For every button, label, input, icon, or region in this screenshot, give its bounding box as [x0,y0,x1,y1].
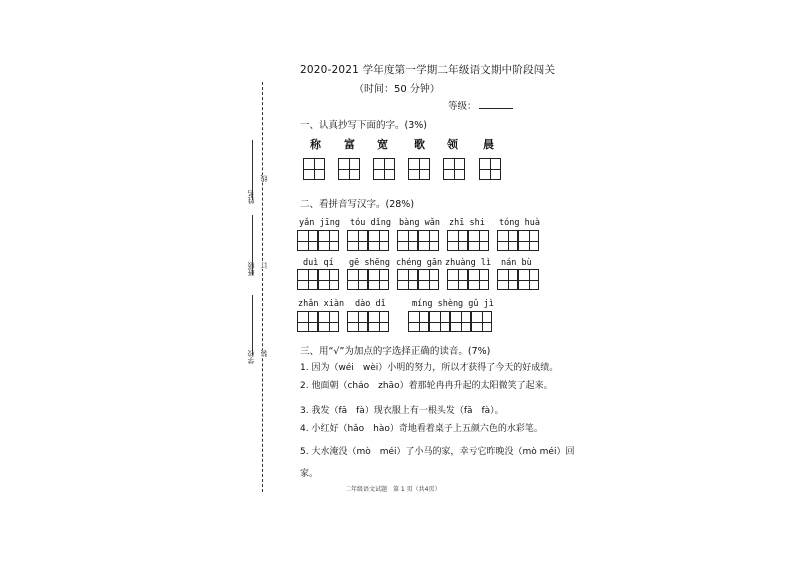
sidebar-school-label: 学校 [247,350,255,364]
answer-box[interactable] [347,269,368,290]
binding-mark-zhuang: 装 [260,350,268,357]
question-3: 3. 我发（fā fà）现衣服上有一根头发（fā fà）。 [300,406,504,416]
school-blank-line[interactable] [252,295,253,355]
answer-box[interactable] [447,230,468,251]
answer-box[interactable] [408,311,429,332]
answer-box[interactable] [297,269,318,290]
copy-char: 歌 [414,138,425,151]
exam-time: （时间：50 分钟） [354,84,440,95]
pinyin-label: tóng huà [499,218,540,228]
pinyin-label: bàng wǎn [399,218,440,228]
answer-box[interactable] [468,269,489,290]
grade-blank[interactable] [479,100,513,109]
pinyin-label: tóu dǐng [350,218,391,228]
question-1: 1. 因为（wéi wèi）小明的努力，所以才获得了今天的好成绩。 [300,363,559,373]
answer-box[interactable] [318,311,339,332]
answer-box[interactable] [397,269,418,290]
answer-box[interactable] [518,230,539,251]
pinyin-label: zhuàng lì [445,258,492,268]
answer-box[interactable] [397,230,418,251]
writing-box[interactable] [408,158,430,180]
writing-box[interactable] [479,158,501,180]
copy-char: 富 [344,138,355,151]
pinyin-label: zhī shi [449,218,485,228]
answer-box[interactable] [318,230,339,251]
sidebar-name-label: 姓名 [247,190,255,204]
answer-box[interactable] [347,230,368,251]
pinyin-label: duì qí [303,258,334,268]
copy-char: 晨 [483,138,494,151]
answer-box[interactable] [497,269,518,290]
answer-box[interactable] [418,269,439,290]
exam-title: 2020-2021 学年度第一学期二年级语文期中阶段闯关 [300,64,556,76]
class-blank-line[interactable] [252,215,253,275]
question-2: 2. 他面朝（cháo zhāo）着那轮冉冉升起的太阳微笑了起来。 [300,381,553,391]
answer-box[interactable] [471,311,492,332]
answer-box[interactable] [297,311,318,332]
answer-box[interactable] [297,230,318,251]
question-5: 5. 大水淹没（mò méi）了小马的家，幸亏它昨晚没（mò méi）回 [300,447,575,457]
question-5-continued: 家。 [300,469,319,479]
section1-heading: 一、认真抄写下面的字。(3%) [300,120,427,131]
copy-char: 宽 [377,138,388,151]
section3-heading: 三、用“√”为加点的字选择正确的读音。(7%) [300,346,491,357]
pinyin-label: gē shēng [349,258,390,268]
answer-box[interactable] [418,230,439,251]
pinyin-label: zhǎn xiàn [298,299,345,309]
answer-box[interactable] [468,230,489,251]
answer-box[interactable] [347,311,368,332]
answer-box[interactable] [368,230,389,251]
answer-box[interactable] [497,230,518,251]
answer-box[interactable] [447,269,468,290]
answer-box[interactable] [368,269,389,290]
pinyin-label: míng shèng gǔ jì [412,299,494,309]
binding-line [262,82,263,492]
pinyin-label: yǎn jīng [299,218,340,228]
pinyin-label: dào dǐ [355,299,386,309]
writing-box[interactable] [373,158,395,180]
binding-mark-ding: 订 [260,262,268,269]
writing-box[interactable] [443,158,465,180]
copy-char: 称 [310,138,321,151]
sidebar-class-label: 班级 [247,262,255,276]
pinyin-label: nán bù [501,258,532,268]
answer-box[interactable] [450,311,471,332]
answer-box[interactable] [429,311,450,332]
section2-heading: 二、看拼音写汉字。(28%) [300,199,415,210]
copy-char: 领 [447,138,458,151]
answer-box[interactable] [518,269,539,290]
grade-label: 等级： [448,101,477,112]
pinyin-label: chéng gān [396,258,443,268]
answer-box[interactable] [368,311,389,332]
page-footer: 二年级语文试题 第 1 页（共4页） [345,486,441,493]
binding-mark-line: 线 [260,175,268,182]
name-blank-line[interactable] [252,140,253,200]
question-4: 4. 小红好（hǎo hào）奇地看着桌子上五颜六色的水彩笔。 [300,424,543,434]
writing-box[interactable] [303,158,325,180]
writing-box[interactable] [338,158,360,180]
answer-box[interactable] [318,269,339,290]
grade-field [448,98,513,112]
